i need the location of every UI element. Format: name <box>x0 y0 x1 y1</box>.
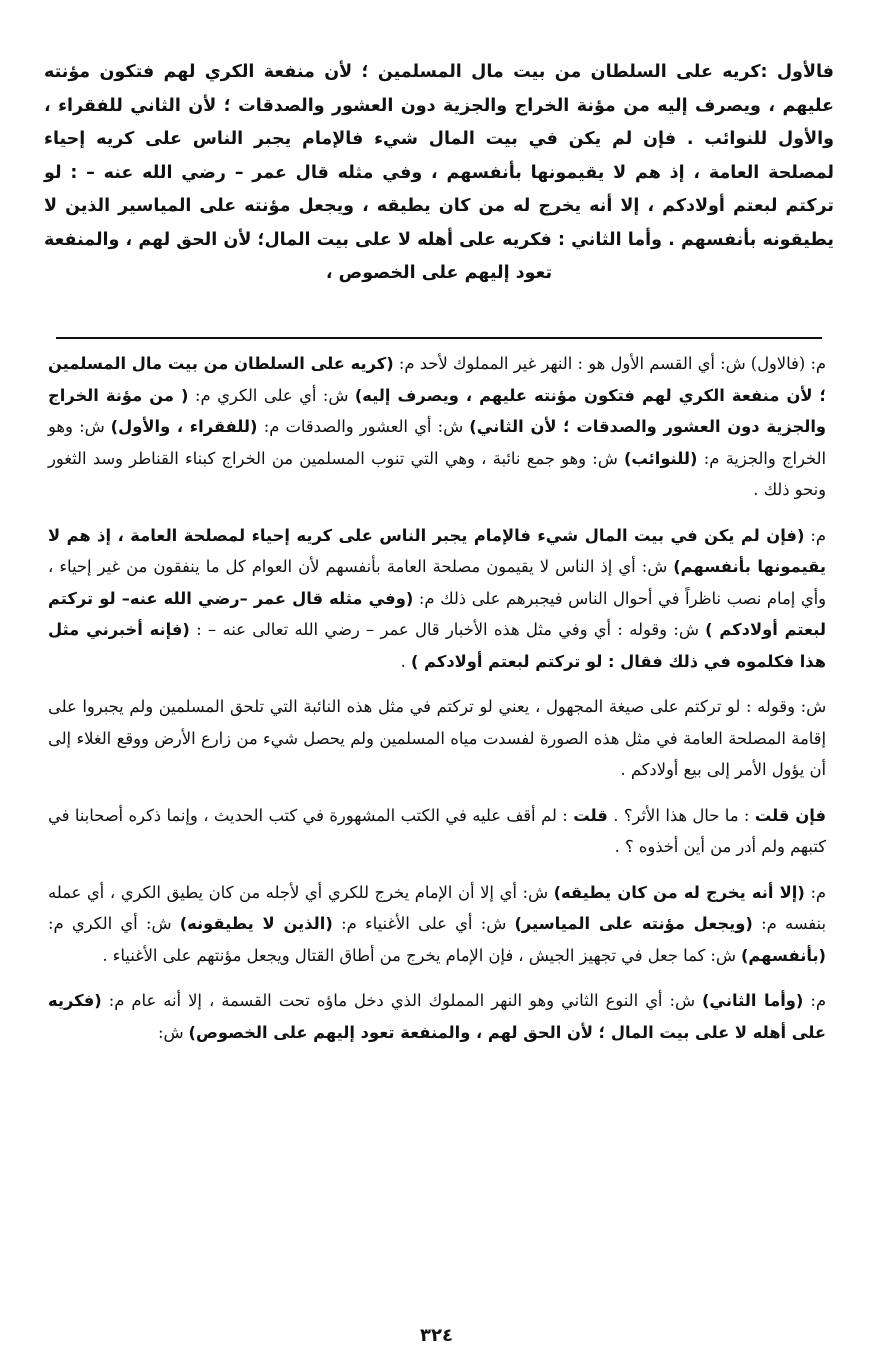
quoted-main-text: (وأما الثاني) <box>701 991 804 1010</box>
commentary-paragraph-3: ش: وقوله : لو تركتم على صيغة المجهول ، يعني لو تركتم في مثل هذه النائبة التي تلحق المسلمين ولم يجبروا على إقامة المصلحة العامة في مثل هذه الصورة لفسدت مياه المسلمين ولم يحصل شيء من زارع الأرض ووقع الغلاء إلى أن يؤول الأمر إلى بيع أولادكم . <box>48 697 826 779</box>
commentary-paragraph-2: م: (فإن لم يكن في بيت المال شيء فالإمام يجبر الناس على كريه إحياء لمصلحة العامة ، إذ هم لا يقيمونها بأنفسهم) ش: أي إذ الناس لا يقيمون مصلحة العامة بأنفسهم لأن العوام كل ما ينفقون من غير إحياء ، وأي إمام نصب ناظراً في أحوال الناس فيجبرهم على ذلك م: (وفي مثله قال عمر –رضي الله عنه– لو تركتم لبعتم أولادكم ) ش: وقوله : أي وفي مثل هذه الأخبار قال عمر – رضي الله تعالى عنه – : (فإنه أخبرني مثل هذا فكلموه في ذلك فقال : لو تركتم لبعتم أولادكم ) . <box>48 525 826 671</box>
commentary-block <box>48 348 826 1062</box>
separator-line <box>56 337 822 339</box>
main-text-block <box>44 56 834 291</box>
quoted-main-text: (إلا أنه يخرج له من كان يطيقه) <box>553 882 805 902</box>
page-number: ٣٢٤ <box>420 1325 453 1346</box>
question-marker: فإن قلت <box>754 805 827 825</box>
quoted-main-text: (الذين لا يطيقونه) <box>179 914 333 933</box>
main-text-paragraph: فالأول :كريه على السلطان من بيت مال المسلمين ؛ لأن منفعة الكري لهم فتكون مؤنته عليهم ، ويصرف إليه من مؤنة الخراج والجزية دون العشور والصدقات ؛ لأن الثاني للفقراء ، والأول للنوائب . فإن لم يكن في بيت المال شيء فالإمام يجبر الناس على كريه إحياء لمصلحة العامة ، إذ هم لا يقيمونها بأنفسهم ، وفي مثله قال عمر – رضي الله عنه – : لو تركتم لبعتم أولادكم ، إلا أنه يخرج له من كان يطيقه ، ويجعل مؤنته على المياسير الذين لا يطيقونه بأنفسهم . وأما الثاني : فكريه على أهله لا على بيت المال؛ لأن الحق لهم ، والمنفعة تعود إليهم على الخصوص ، <box>44 62 834 283</box>
quoted-main-text: (فإن لم يكن في بيت المال شيء فالإمام يجبر الناس على كريه إحياء لمصلحة العامة ، إذ هم لا يقيمونها بأنفسهم) <box>48 525 826 576</box>
quoted-main-text: (فإنه أخبرني مثل هذا فكلموه في ذلك فقال : لو تركتم لبعتم أولادكم ) <box>48 620 826 671</box>
commentary-paragraph-5: م: (إلا أنه يخرج له من كان يطيقه) ش: أي إلا أن الإمام يخرج للكري أي لأجله من كان يطيق الكري ، أي عمله بنفسه م: (ويجعل مؤنته على المياسير) ش: أي على الأغنياء م: (الذين لا يطيقونه) ش: أي الكري م: (بأنفسهم) ش: كما جعل في تجهيز الجيش ، فإن الإمام يخرج من أطاق القتال ويجعل مؤنتهم على الأغنياء . <box>48 882 827 965</box>
answer-marker: قلت <box>573 805 608 825</box>
quoted-main-text: (للفقراء ، والأول) <box>110 417 258 436</box>
quoted-main-text: (للنوائب) <box>623 448 698 468</box>
commentary-paragraph-4: فإن قلت : ما حال هذا الأثر؟ . قلت : لم أقف عليه في الكتب المشهورة في كتب الحديث ، وإنما ذكره أصحابنا في كتبهم ولم أدر من أين أخذوه ؟ . <box>48 805 827 856</box>
quoted-main-text: (كريه على السلطان من بيت مال المسلمين ؛ لأن منفعة الكري لهم فتكون مؤنته عليهم ، ويصرف إليه) <box>48 354 827 405</box>
commentary-paragraph-1: م: (فالاول) ش: أي القسم الأول هو : النهر غير المملوك لأحد م: (كريه على السلطان من بيت مال المسلمين ؛ لأن منفعة الكري لهم فتكون مؤنته عليهم ، ويصرف إليه) ش: أي على الكري م: ( من مؤنة الخراج والجزية دون العشور والصدقات ؛ لأن الثاني) ش: أي العشور والصدقات م: (للفقراء ، والأول) ش: وهو الخراج والجزية م: (للنوائب) ش: وهو جمع نائبة ، وهي التي تنوب المسلمين من الخراج كبناء القناطر وسد الثغور ونحو ذلك . <box>48 354 827 499</box>
quoted-main-text: (فكريه على أهله لا على بيت المال ؛ لأن الحق لهم ، والمنفعة تعود إليهم على الخصوص) <box>48 991 826 1042</box>
quoted-main-text: ( من مؤنة الخراج والجزية دون العشور والصدقات ؛ لأن الثاني) <box>48 385 827 436</box>
quoted-main-text: (ويجعل مؤنته على المياسير) <box>514 914 753 933</box>
commentary-paragraph-6: م: (وأما الثاني) ش: أي النوع الثاني وهو النهر المملوك الذي دخل ماؤه تحت القسمة ، إلا أنه عام م: (فكريه على أهله لا على بيت المال ؛ لأن الحق لهم ، والمنفعة تعود إليهم على الخصوص) ش: <box>48 991 826 1042</box>
quoted-main-text: (وفي مثله قال عمر –رضي الله عنه– لو تركتم لبعتم أولادكم ) <box>48 588 826 639</box>
quoted-main-text: (بأنفسهم) <box>740 945 826 965</box>
